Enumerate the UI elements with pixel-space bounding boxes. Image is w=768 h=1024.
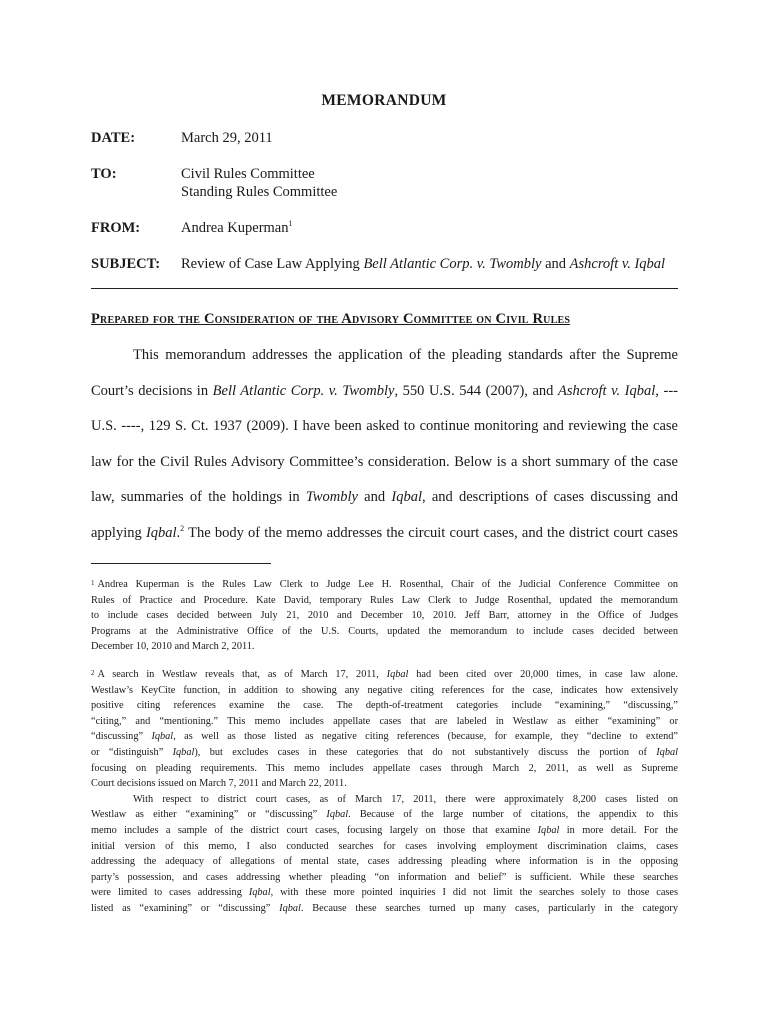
body-text: Court’s decisions in <box>91 383 213 399</box>
body-line-3: U.S. ----, 129 S. Ct. 1937 (2009). I have been asked to continue monitoring and reviewing the case <box>91 418 678 434</box>
body-text: . <box>176 525 181 541</box>
body-text: , and descriptions of cases discussing and <box>421 489 679 505</box>
footnote-text: were limited to cases addressing <box>91 887 249 899</box>
subject-case-iqbal: Ashcroft v. Iqbal <box>569 256 666 272</box>
footnote-text: in more detail. For the <box>559 824 678 836</box>
subject-label: SUBJECT: <box>91 256 161 272</box>
footnote-2-line <box>91 901 678 917</box>
body-text: and <box>357 489 392 505</box>
date-value: March 29, 2011 <box>181 130 273 146</box>
footnote-ref-1[interactable]: 1 <box>288 219 293 228</box>
footnote-text: , as well as those listed as negative citing references (because, for example, they “decline to extend” <box>173 731 678 743</box>
footnote-2-line: initial version of this memo, I also conducted searches for cases involving employment discrimination claims, cases <box>91 840 678 852</box>
footnote-2-line: “citing,” and “mentioning.” This memo includes appellate cases that are labeled in Westlaw as either “examining” or <box>91 715 678 727</box>
subject-and: and <box>541 256 570 272</box>
header-divider <box>91 288 678 289</box>
footnote-2 <box>91 667 678 917</box>
footnote-text: . Because of the large number of citations, the appendix to this <box>348 809 678 821</box>
case-name-iqbal: Iqbal <box>145 525 177 541</box>
footnote-2-line: positive citing references examine the case. The depth-of-treatment categories include “examining,” “discussing,” <box>91 700 678 712</box>
from-label: FROM: <box>91 220 141 236</box>
case-name-iqbal: Iqbal <box>326 809 349 821</box>
footnote-text: listed as “examining” or “discussing” <box>91 902 280 914</box>
footnote-text: . Because these searches turned up many cases, particularly in the category <box>300 902 678 914</box>
footnote-1-line: December 10, 2010 and March 2, 2011. <box>91 641 255 653</box>
body-line-6 <box>91 525 678 542</box>
footnote-2-line <box>91 823 678 839</box>
prepared-for-heading: Prepared for the Consideration of the Advisory Committee on Civil Rules <box>91 311 571 327</box>
footnote-1-number: 1 <box>91 579 95 587</box>
footnote-1 <box>91 577 678 655</box>
footnote-1-line: Rules of Practice and Procedure. Kate David, temporary Rules Law Clerk to Judge Rosenthal, updated the memorandum <box>91 594 678 606</box>
body-line-2 <box>91 383 678 400</box>
body-text: , --- <box>655 383 678 399</box>
case-name-iqbal: Iqbal <box>386 669 409 680</box>
case-name-iqbal: Iqbal <box>656 746 678 758</box>
footnote-2-line <box>91 885 678 901</box>
footnote-text: “discussing” <box>91 731 152 743</box>
memo-title: MEMORANDUM <box>321 92 447 109</box>
case-name-iqbal: Ashcroft v. Iqbal <box>557 383 656 399</box>
case-name-iqbal: Iqbal <box>172 746 195 758</box>
footnote-text: or “distinguish” <box>91 746 173 758</box>
body-text: applying <box>91 525 146 541</box>
case-name-iqbal: Iqbal <box>537 824 560 836</box>
body-text: law, summaries of the holdings in <box>91 489 306 505</box>
footnote-2-line: focusing on pleading requirements. This memo includes appellate cases through March 2, 2011, as well as Supreme <box>91 762 678 774</box>
footnote-text: ), but excludes cases in these categories that do not substantively discuss the portion of <box>194 746 657 758</box>
footnote-2-line: Court decisions issued on March 7, 2011 and March 22, 2011. <box>91 778 347 790</box>
to-recipient-2: Standing Rules Committee <box>181 184 338 200</box>
case-name-iqbal: Iqbal <box>391 489 422 505</box>
footnote-divider <box>91 563 271 564</box>
to-recipient-1: Civil Rules Committee <box>181 166 315 182</box>
footnote-2-line <box>91 807 678 823</box>
case-name-iqbal: Iqbal <box>151 731 174 743</box>
footnote-2-line <box>91 729 678 745</box>
to-label: TO: <box>91 166 117 182</box>
subject-value <box>181 256 665 273</box>
footnote-1-line: to include cases decided between July 21, 2010 and December 10, 2010. Jeff Barr, attorney in the Office of Judges <box>91 610 678 622</box>
footnote-2-line: With respect to district court cases, as of March 17, 2011, there were approximately 8,200 cases listed on <box>133 793 678 805</box>
footnote-text: had been cited over 20,000 times, in case law alone. <box>408 669 678 680</box>
footnote-1-line: Programs at the Administrative Office of the U.S. Courts, updated the memorandum to include cases decided between <box>91 625 678 637</box>
case-name-iqbal: Iqbal <box>248 887 271 899</box>
date-label: DATE: <box>91 130 136 146</box>
from-value <box>181 220 293 237</box>
footnote-2-number: 2 <box>91 669 95 677</box>
body-line-5 <box>91 489 678 506</box>
case-name-twombly: Twombly <box>305 489 358 505</box>
footnote-2-line <box>91 745 678 761</box>
case-name-twombly: Bell Atlantic Corp. v. Twombly <box>212 383 395 399</box>
body-text: The body of the memo addresses the circuit court cases, and the district court cases <box>184 525 678 541</box>
footnote-text: A search in Westlaw reveals that, as of March 17, 2011, <box>97 669 387 680</box>
body-line-4: law for the Civil Rules Advisory Committee’s consideration. Below is a short summary of the case <box>91 454 678 470</box>
subject-case-twombly: Bell Atlantic Corp. v. Twombly <box>363 256 542 272</box>
footnote-text: memo includes a sample of the district court cases, focusing largely on those that examine <box>91 824 538 836</box>
footnote-text: Andrea Kuperman is the Rules Law Clerk to Judge Lee H. Rosenthal, Chair of the Judicial Conference Committee on <box>97 579 678 590</box>
footnote-text: Westlaw as either “examining” or “discussing” <box>91 809 327 821</box>
body-line-1: This memorandum addresses the application of the pleading standards after the Supreme <box>133 347 678 363</box>
footnote-2-line: party’s possession, and cases addressing whether pleading “on information and belief” is sufficient. While these searches <box>91 871 678 883</box>
footnote-1-line <box>91 577 678 593</box>
footnote-2-line: Westlaw’s KeyCite function, in addition to showing any negative citing references for the case, indicates how extensively <box>91 684 678 696</box>
footnote-2-line: addressing the adequacy of allegations of mental state, cases addressing pleading where information is in the opposing <box>91 856 678 868</box>
from-name: Andrea Kuperman <box>181 220 289 236</box>
case-name-iqbal: Iqbal <box>279 902 301 914</box>
subject-prefix: Review of Case Law Applying <box>181 256 364 272</box>
footnote-2-line <box>91 667 678 683</box>
footnote-ref-2[interactable]: 2 <box>180 524 185 533</box>
body-text: , 550 U.S. 544 (2007), and <box>394 383 558 399</box>
footnote-text: , with these more pointed inquiries I did not limit the searches solely to those cases <box>270 887 678 899</box>
